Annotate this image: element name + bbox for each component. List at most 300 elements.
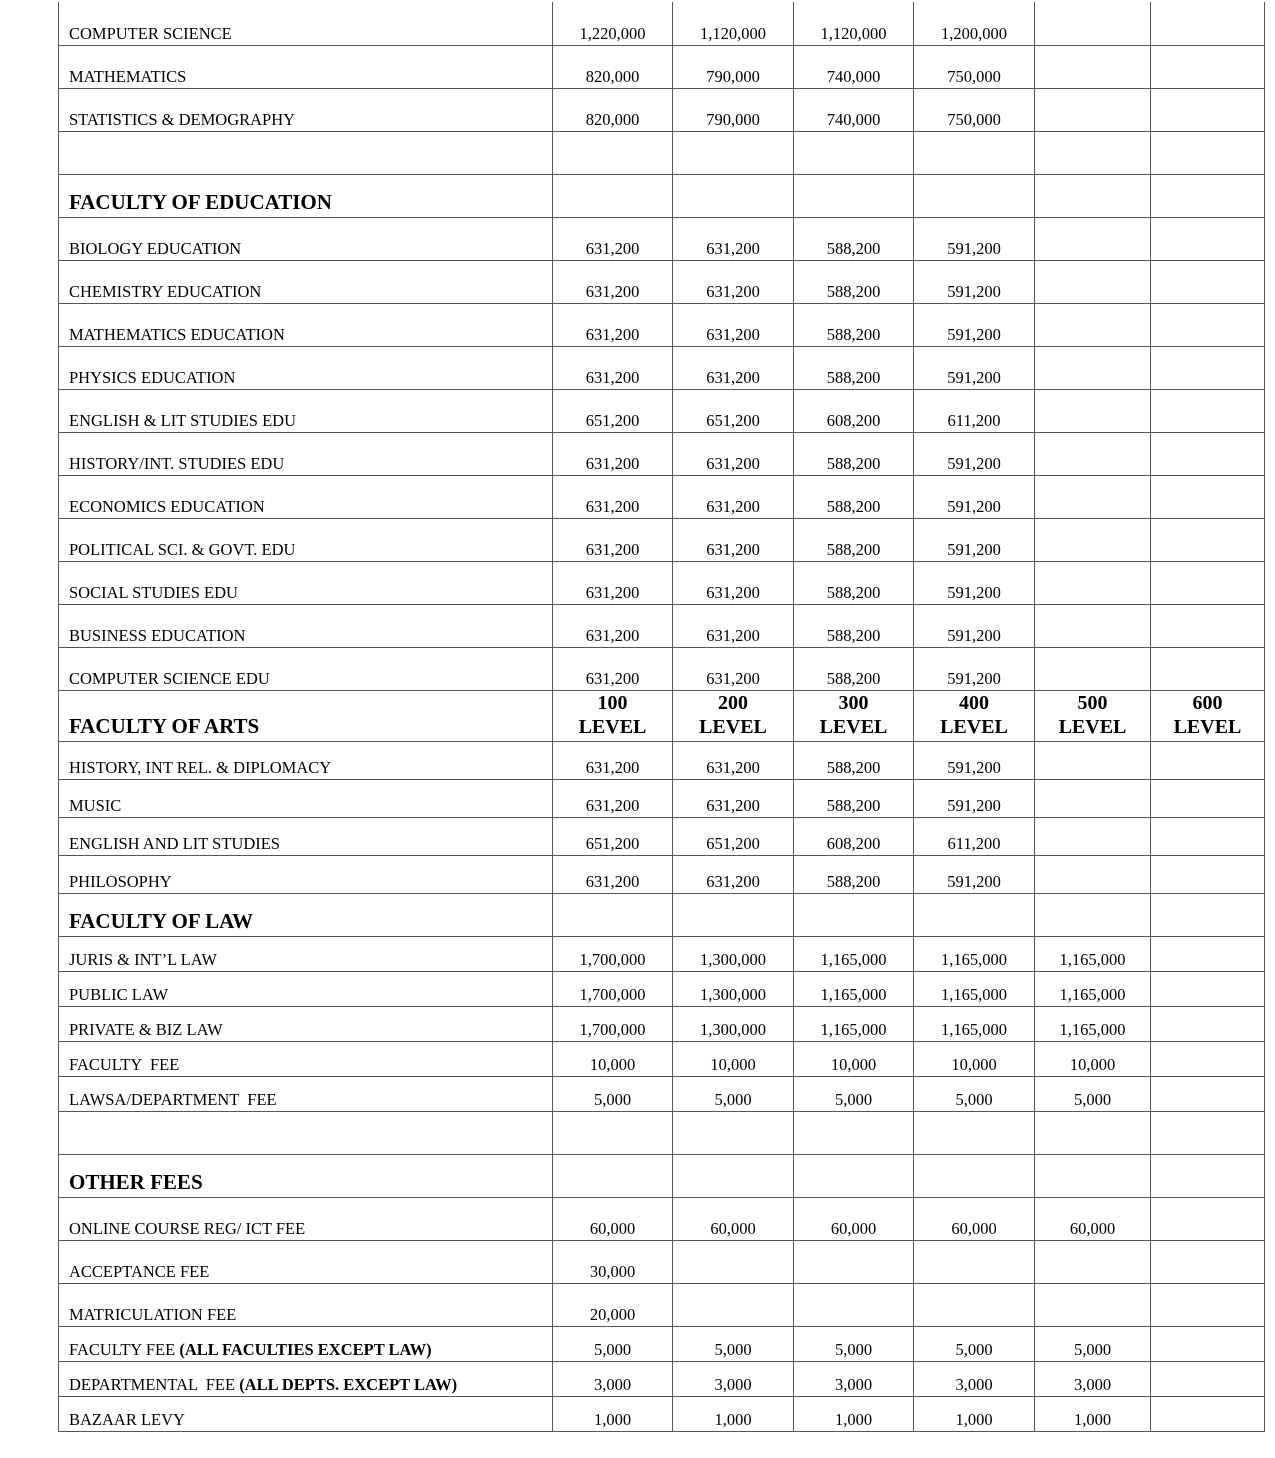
fee-amount: 1,000 [553, 1396, 673, 1431]
program-name-text: BUSINESS EDUCATION [69, 625, 246, 645]
fee-row [59, 936, 1265, 971]
fee-row [59, 1240, 1265, 1283]
empty-cell [914, 1154, 1035, 1197]
fee-amount: 10,000 [794, 1041, 914, 1076]
program-name-text: ENGLISH & LIT STUDIES EDU [69, 410, 297, 430]
fee-amount: 1,120,000 [673, 2, 794, 45]
fee-amount: 1,300,000 [673, 1006, 794, 1041]
fee-amount: 591,200 [914, 217, 1035, 260]
fee-amount: 1,165,000 [914, 1006, 1035, 1041]
fee-amount: 740,000 [794, 88, 914, 131]
fee-amount: 10,000 [1035, 1041, 1151, 1076]
fee-amount: 1,000 [673, 1396, 794, 1431]
program-name-text: SOCIAL STUDIES EDU [69, 582, 238, 602]
program-name [59, 936, 553, 971]
fee-row [59, 88, 1265, 131]
program-name-text: BAZAAR LEVY [69, 1409, 185, 1429]
program-name-text: PHYSICS EDUCATION [69, 367, 236, 387]
fee-amount [1035, 389, 1151, 432]
fee-amount: 740,000 [794, 45, 914, 88]
fee-amount: 1,165,000 [794, 971, 914, 1006]
program-name [59, 855, 553, 893]
empty-cell [1151, 131, 1265, 174]
fee-row [59, 1361, 1265, 1396]
fee-amount: 631,200 [553, 475, 673, 518]
fee-amount: 651,200 [673, 389, 794, 432]
fee-amount [1151, 2, 1265, 45]
program-name-text: HISTORY/INT. STUDIES EDU [69, 453, 285, 473]
fee-amount [1035, 817, 1151, 855]
fee-amount: 1,165,000 [914, 971, 1035, 1006]
fee-amount [1151, 389, 1265, 432]
fee-amount [673, 1283, 794, 1326]
fee-amount: 591,200 [914, 303, 1035, 346]
fee-amount: 631,200 [553, 779, 673, 817]
fee-amount: 820,000 [553, 88, 673, 131]
fee-amount: 1,165,000 [914, 936, 1035, 971]
fee-row [59, 817, 1265, 855]
fee-amount: 631,200 [553, 303, 673, 346]
fee-amount [1151, 561, 1265, 604]
fee-amount: 631,200 [553, 346, 673, 389]
fee-amount [1151, 217, 1265, 260]
fee-amount [1151, 1006, 1265, 1041]
program-name-text: MATHEMATICS [69, 66, 187, 86]
level-number: 500 [1077, 691, 1108, 714]
fee-amount [1035, 647, 1151, 690]
fee-row [59, 741, 1265, 779]
empty-cell [914, 1111, 1035, 1154]
fee-amount [1151, 518, 1265, 561]
fee-amount: 591,200 [914, 475, 1035, 518]
fee-amount: 651,200 [673, 817, 794, 855]
fee-amount: 1,300,000 [673, 971, 794, 1006]
fee-row [59, 2, 1265, 45]
fee-amount: 10,000 [914, 1041, 1035, 1076]
level-word: LEVEL [1173, 715, 1242, 738]
fee-amount: 5,000 [553, 1076, 673, 1111]
fee-amount: 631,200 [673, 432, 794, 475]
fee-amount: 1,000 [914, 1396, 1035, 1431]
program-qualifier: (ALL DEPTS. EXCEPT LAW) [239, 1374, 458, 1394]
fee-row [59, 475, 1265, 518]
level-word: LEVEL [940, 715, 1008, 738]
fee-amount: 1,220,000 [553, 2, 673, 45]
program-name-text: MATHEMATICS EDUCATION [69, 324, 285, 344]
fee-amount [1035, 88, 1151, 131]
program-name [59, 475, 553, 518]
fee-amount: 631,200 [673, 779, 794, 817]
program-name-text: PUBLIC LAW [69, 984, 169, 1004]
fee-amount: 588,200 [794, 561, 914, 604]
fee-amount: 1,300,000 [673, 936, 794, 971]
program-name [59, 88, 553, 131]
fee-amount: 588,200 [794, 604, 914, 647]
fee-amount: 631,200 [673, 475, 794, 518]
fee-amount: 591,200 [914, 647, 1035, 690]
fee-amount [914, 1283, 1035, 1326]
fee-amount: 5,000 [914, 1076, 1035, 1111]
program-name-text: HISTORY, INT REL. & DIPLOMACY [69, 757, 332, 777]
level-header [794, 690, 914, 741]
fee-row [59, 432, 1265, 475]
fee-amount [1151, 303, 1265, 346]
fee-amount: 60,000 [914, 1197, 1035, 1240]
program-name-text: ECONOMICS EDUCATION [69, 496, 265, 516]
fee-row [59, 1076, 1265, 1111]
program-name [59, 518, 553, 561]
fee-amount: 1,000 [1035, 1396, 1151, 1431]
fee-amount: 631,200 [553, 741, 673, 779]
fee-amount [914, 1240, 1035, 1283]
empty-cell [673, 1111, 794, 1154]
fee-amount: 5,000 [914, 1326, 1035, 1361]
fee-amount [1035, 779, 1151, 817]
fee-amount: 60,000 [673, 1197, 794, 1240]
fee-amount: 3,000 [673, 1361, 794, 1396]
fee-amount: 1,165,000 [1035, 1006, 1151, 1041]
program-name [59, 1361, 553, 1396]
fee-amount: 588,200 [794, 779, 914, 817]
empty-cell [1035, 1154, 1151, 1197]
program-name [59, 1041, 553, 1076]
fee-amount [1151, 1041, 1265, 1076]
fee-amount [1151, 1283, 1265, 1326]
fee-amount: 588,200 [794, 855, 914, 893]
fee-amount: 591,200 [914, 260, 1035, 303]
level-header-row [59, 690, 1265, 741]
empty-cell [59, 1111, 553, 1154]
program-name [59, 779, 553, 817]
fee-amount: 5,000 [794, 1326, 914, 1361]
fee-amount: 790,000 [673, 88, 794, 131]
program-name-text: BIOLOGY EDUCATION [69, 238, 242, 258]
fee-amount: 631,200 [673, 217, 794, 260]
fee-amount: 631,200 [673, 604, 794, 647]
empty-cell [1035, 893, 1151, 936]
fee-amount [1151, 260, 1265, 303]
fee-amount: 588,200 [794, 217, 914, 260]
fee-amount: 591,200 [914, 855, 1035, 893]
empty-cell [794, 1154, 914, 1197]
fee-amount: 1,120,000 [794, 2, 914, 45]
fee-amount: 30,000 [553, 1240, 673, 1283]
level-number: 200 [718, 691, 748, 714]
program-name [59, 1076, 553, 1111]
fee-row [59, 260, 1265, 303]
empty-cell [553, 131, 673, 174]
fee-amount: 588,200 [794, 475, 914, 518]
fee-row [59, 1326, 1265, 1361]
fee-amount: 1,700,000 [553, 1006, 673, 1041]
fee-row [59, 604, 1265, 647]
level-header [914, 690, 1035, 741]
fee-row [59, 45, 1265, 88]
program-name [59, 1283, 553, 1326]
fee-amount [1151, 1326, 1265, 1361]
fee-amount [1151, 432, 1265, 475]
fee-amount: 631,200 [673, 647, 794, 690]
fee-amount: 651,200 [553, 389, 673, 432]
fee-amount: 591,200 [914, 561, 1035, 604]
program-name-text: MUSIC [69, 795, 122, 815]
program-name [59, 1006, 553, 1041]
program-name-text: STATISTICS & DEMOGRAPHY [69, 109, 296, 129]
level-header [1151, 690, 1265, 741]
empty-cell [59, 131, 553, 174]
spacer-row [59, 131, 1265, 174]
fee-amount [673, 1240, 794, 1283]
level-word: LEVEL [1058, 715, 1127, 738]
fee-row [59, 561, 1265, 604]
fee-amount: 631,200 [553, 855, 673, 893]
program-name [59, 647, 553, 690]
section-title: OTHER FEES [59, 1154, 553, 1197]
program-name [59, 303, 553, 346]
fee-amount [1151, 936, 1265, 971]
fee-amount: 608,200 [794, 817, 914, 855]
fee-amount: 1,165,000 [1035, 936, 1151, 971]
level-number: 400 [959, 691, 989, 714]
program-name-text: ACCEPTANCE FEE [69, 1261, 210, 1281]
program-name-text: CHEMISTRY EDUCATION [69, 281, 262, 301]
fee-amount: 5,000 [794, 1076, 914, 1111]
fee-amount: 1,700,000 [553, 936, 673, 971]
program-name-text: MATRICULATION FEE [69, 1304, 237, 1324]
empty-cell [914, 131, 1035, 174]
empty-cell [1151, 174, 1265, 217]
program-name-text: DEPARTMENTAL FEE [69, 1374, 240, 1394]
empty-cell [1035, 131, 1151, 174]
program-name [59, 561, 553, 604]
empty-cell [914, 174, 1035, 217]
fee-amount: 5,000 [1035, 1326, 1151, 1361]
fee-amount: 588,200 [794, 518, 914, 561]
level-word: LEVEL [819, 715, 888, 738]
fee-amount: 5,000 [673, 1326, 794, 1361]
fee-row [59, 389, 1265, 432]
fee-amount [1035, 217, 1151, 260]
fee-amount [1035, 741, 1151, 779]
level-header [553, 690, 673, 741]
fee-amount: 60,000 [553, 1197, 673, 1240]
fee-amount [1151, 1361, 1265, 1396]
fee-amount: 631,200 [673, 561, 794, 604]
empty-cell [673, 131, 794, 174]
fee-amount: 1,000 [794, 1396, 914, 1431]
fee-amount: 20,000 [553, 1283, 673, 1326]
empty-cell [794, 893, 914, 936]
fee-amount: 3,000 [553, 1361, 673, 1396]
fee-row [59, 303, 1265, 346]
program-name-text: PHILOSOPHY [69, 871, 172, 891]
fee-amount: 588,200 [794, 260, 914, 303]
program-name [59, 817, 553, 855]
spacer-row [59, 1111, 1265, 1154]
fee-row [59, 1197, 1265, 1240]
fee-amount: 651,200 [553, 817, 673, 855]
fee-amount [1151, 1076, 1265, 1111]
program-name [59, 604, 553, 647]
fee-amount: 60,000 [794, 1197, 914, 1240]
fee-amount: 10,000 [673, 1041, 794, 1076]
program-name [59, 971, 553, 1006]
fee-amount [1151, 1396, 1265, 1431]
fee-row [59, 518, 1265, 561]
fee-row [59, 1006, 1265, 1041]
fee-amount [1035, 475, 1151, 518]
fee-amount: 1,165,000 [794, 1006, 914, 1041]
fee-amount: 631,200 [673, 346, 794, 389]
program-name [59, 346, 553, 389]
empty-cell [1035, 174, 1151, 217]
fee-amount: 631,200 [673, 855, 794, 893]
level-number: 300 [838, 691, 869, 714]
empty-cell [1151, 1154, 1265, 1197]
fee-amount [1151, 1197, 1265, 1240]
program-name [59, 45, 553, 88]
fee-amount [1035, 604, 1151, 647]
fee-amount: 790,000 [673, 45, 794, 88]
fee-amount [1151, 88, 1265, 131]
fee-amount: 588,200 [794, 303, 914, 346]
fee-row [59, 346, 1265, 389]
fee-amount [1151, 475, 1265, 518]
level-number: 100 [597, 691, 628, 714]
program-name [59, 432, 553, 475]
fee-amount [1035, 346, 1151, 389]
program-name [59, 217, 553, 260]
fee-amount [1151, 604, 1265, 647]
fee-row [59, 1283, 1265, 1326]
fee-amount: 588,200 [794, 647, 914, 690]
fee-amount [1151, 779, 1265, 817]
fee-amount [794, 1240, 914, 1283]
fee-amount [1035, 1240, 1151, 1283]
fee-amount [1151, 817, 1265, 855]
fee-amount: 5,000 [553, 1326, 673, 1361]
fee-amount: 631,200 [673, 741, 794, 779]
fee-amount [794, 1283, 914, 1326]
fee-table-body [59, 2, 1265, 1431]
fee-amount: 591,200 [914, 518, 1035, 561]
section-header-row [59, 174, 1265, 217]
fee-row [59, 1396, 1265, 1431]
level-header [1035, 690, 1151, 741]
fee-amount [1035, 1283, 1151, 1326]
empty-cell [673, 1154, 794, 1197]
fee-amount: 591,200 [914, 432, 1035, 475]
fee-amount: 3,000 [794, 1361, 914, 1396]
fee-amount: 591,200 [914, 346, 1035, 389]
fee-amount: 1,165,000 [1035, 971, 1151, 1006]
empty-cell [1151, 893, 1265, 936]
fee-amount: 5,000 [673, 1076, 794, 1111]
empty-cell [914, 893, 1035, 936]
program-name-text: PRIVATE & BIZ LAW [69, 1019, 223, 1039]
fee-amount: 820,000 [553, 45, 673, 88]
fee-row [59, 1041, 1265, 1076]
fee-amount [1035, 561, 1151, 604]
fee-amount: 631,200 [673, 303, 794, 346]
fee-amount [1151, 855, 1265, 893]
program-name-text: JURIS & INT’L LAW [69, 949, 217, 969]
program-name [59, 389, 553, 432]
fee-amount [1151, 971, 1265, 1006]
program-name [59, 2, 553, 45]
empty-cell [553, 1154, 673, 1197]
fee-amount: 631,200 [553, 432, 673, 475]
fee-amount: 1,200,000 [914, 2, 1035, 45]
fee-row [59, 779, 1265, 817]
section-title: FACULTY OF ARTS [59, 690, 553, 741]
empty-cell [794, 174, 914, 217]
fee-amount: 611,200 [914, 817, 1035, 855]
program-name-text: FACULTY FEE [69, 1339, 180, 1359]
empty-cell [1151, 1111, 1265, 1154]
fee-amount [1151, 346, 1265, 389]
empty-cell [673, 893, 794, 936]
fee-amount: 3,000 [1035, 1361, 1151, 1396]
level-word: LEVEL [699, 715, 767, 738]
empty-cell [553, 1111, 673, 1154]
fee-amount: 591,200 [914, 779, 1035, 817]
program-qualifier: (ALL FACULTIES EXCEPT LAW) [179, 1339, 432, 1359]
empty-cell [794, 131, 914, 174]
program-name [59, 1326, 553, 1361]
fee-amount [1151, 741, 1265, 779]
section-title: FACULTY OF EDUCATION [59, 174, 553, 217]
level-number: 600 [1192, 691, 1223, 714]
fee-amount: 588,200 [794, 432, 914, 475]
fee-row [59, 855, 1265, 893]
fee-amount: 591,200 [914, 604, 1035, 647]
fee-row [59, 971, 1265, 1006]
fee-amount: 750,000 [914, 88, 1035, 131]
fee-schedule-table [58, 2, 1265, 1432]
program-name [59, 260, 553, 303]
fee-amount [1151, 1240, 1265, 1283]
level-header [673, 690, 794, 741]
fee-amount: 611,200 [914, 389, 1035, 432]
empty-cell [673, 174, 794, 217]
fee-amount: 631,200 [673, 518, 794, 561]
program-name-text: COMPUTER SCIENCE EDU [69, 668, 270, 688]
program-name-text: FACULTY FEE [69, 1054, 180, 1074]
program-name [59, 1197, 553, 1240]
fee-amount [1035, 260, 1151, 303]
section-header-row [59, 893, 1265, 936]
fee-amount: 1,700,000 [553, 971, 673, 1006]
program-name-text: POLITICAL SCI. & GOVT. EDU [69, 539, 296, 559]
fee-row [59, 217, 1265, 260]
fee-amount [1035, 432, 1151, 475]
fee-amount: 591,200 [914, 741, 1035, 779]
fee-amount [1035, 518, 1151, 561]
level-word: LEVEL [578, 715, 647, 738]
fee-amount [1035, 303, 1151, 346]
fee-row [59, 647, 1265, 690]
fee-amount: 631,200 [553, 647, 673, 690]
fee-amount: 631,200 [553, 518, 673, 561]
empty-cell [1035, 1111, 1151, 1154]
fee-amount [1151, 647, 1265, 690]
program-name-text: ENGLISH AND LIT STUDIES [69, 833, 280, 853]
fee-amount: 588,200 [794, 741, 914, 779]
empty-cell [553, 174, 673, 217]
fee-amount: 60,000 [1035, 1197, 1151, 1240]
program-name-text: LAWSA/DEPARTMENT FEE [69, 1089, 277, 1109]
